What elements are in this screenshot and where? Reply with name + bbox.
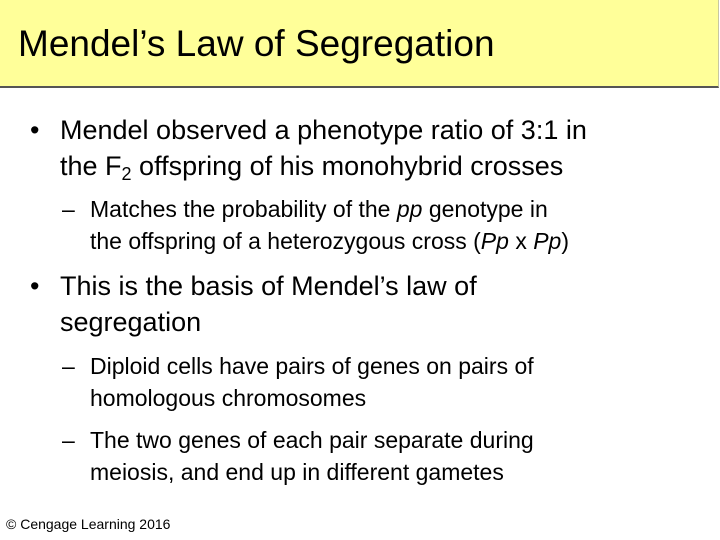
slide-title: Mendel’s Law of Segregation <box>18 23 495 64</box>
bullet-marker: • <box>30 271 40 301</box>
text-run: Matches the probability of the <box>90 196 397 222</box>
sub-bullet-text <box>90 424 534 488</box>
italic-genotype: Pp <box>480 228 509 254</box>
bullet-line: segregation <box>60 307 202 337</box>
dash-marker: – <box>62 353 75 379</box>
sub-bullet-line <box>90 225 569 257</box>
bullet-line: Mendel observed a phenotype ratio of 3:1 in <box>60 115 587 145</box>
bullet-marker: • <box>30 115 40 145</box>
sub-bullet-text <box>90 350 534 414</box>
sub-bullet-line <box>90 193 569 225</box>
sub-bullet-item-1 <box>62 193 569 257</box>
text-run: x <box>508 228 534 254</box>
text-run: ) <box>561 228 570 254</box>
text-run: the offspring of a heterozygous cross ( <box>90 228 481 254</box>
subscript: 2 <box>121 164 132 184</box>
italic-genotype: Pp <box>533 228 562 254</box>
bullet-item-2 <box>30 268 477 340</box>
text-run: the F <box>60 151 122 181</box>
sub-bullet-text <box>90 193 569 257</box>
bullet-line <box>60 148 587 184</box>
sub-bullet-item-3 <box>62 424 534 488</box>
italic-genotype: pp <box>396 196 423 222</box>
bullet-line: This is the basis of Mendel’s law of <box>60 271 477 301</box>
dash-marker: – <box>62 196 75 222</box>
copyright-notice: © Cengage Learning 2016 <box>6 516 171 532</box>
sub-bullet-line: homologous chromosomes <box>90 385 367 411</box>
bullet-text <box>60 268 477 340</box>
text-run: offspring of his monohybrid crosses <box>131 151 564 181</box>
dash-marker: – <box>62 427 75 453</box>
sub-bullet-item-2 <box>62 350 534 414</box>
title-bar <box>0 0 719 88</box>
sub-bullet-line: meiosis, and end up in different gametes <box>90 459 504 485</box>
sub-bullet-line: The two genes of each pair separate during <box>90 427 534 453</box>
sub-bullet-line: Diploid cells have pairs of genes on pairs of <box>90 353 534 379</box>
text-run: genotype in <box>422 196 548 222</box>
bullet-text <box>60 112 587 184</box>
bullet-item-1 <box>30 112 587 184</box>
